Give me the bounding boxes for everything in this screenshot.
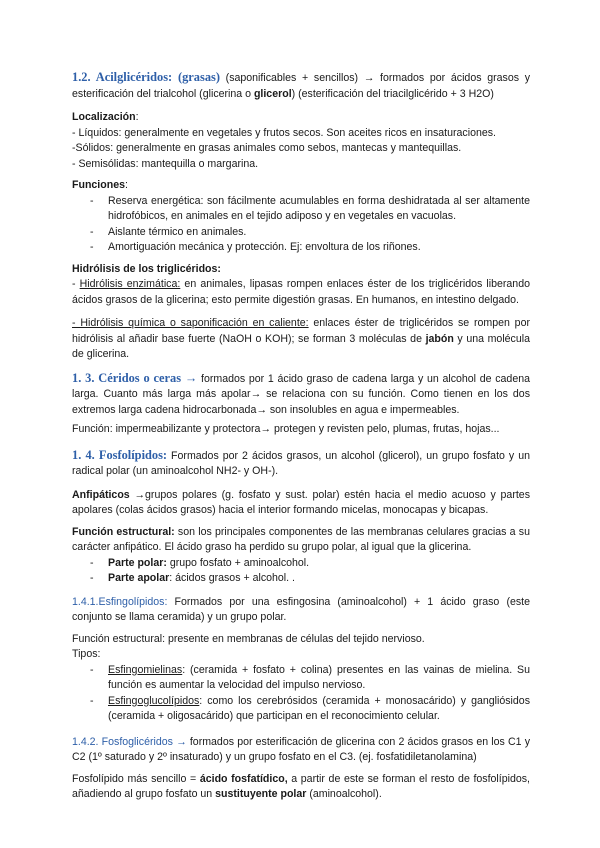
section-1-4-2-intro: 1.4.2. Fosfoglicéridos → formados por esterificación de glicerina con 2 ácidos grasos en los C1 y C2 (1º saturado y 2º insaturado) y un grupo fosfato en el C3. (ej. fosfatidiletanolamina) — [72, 735, 530, 763]
section-1-3-function: Función: impermeabilizante y protectora→ protegen y revisten pelo, plumas, frutas, hojas... — [72, 423, 500, 435]
tipos-list — [72, 663, 530, 725]
localizacion-heading: Localización: — [72, 111, 139, 123]
section-1-2-title: 1.2. Acilglicéridos: (grasas) — [72, 70, 220, 84]
partes-list — [72, 556, 530, 587]
hidrolisis-heading: Hidrólisis de los triglicéridos: — [72, 262, 221, 275]
list-item: - Amortiguación mecánica y protección. Ej: envoltura de los riñones. — [90, 240, 530, 256]
localizacion-line: - Líquidos: generalmente en vegetales y frutos secos. Son aceites ricos en insaturaciones. — [72, 126, 496, 139]
section-1-4-title: 1. 4. Fosfolípidos: — [72, 447, 168, 462]
section-1-4-1-function: Función estructural: presente en membranas de células del tejido nervioso. — [72, 632, 425, 645]
funciones-heading: Funciones: — [72, 179, 128, 191]
section-1-4-2-last: Fosfolípido más sencillo = ácido fosfatídico, a partir de este se forman el resto de fosfolípidos, añadiendo al grupo fosfato un sustituyente polar (aminoalcohol). — [72, 772, 530, 800]
section-1-4-intro: 1. 4. Fosfolípidos: Formados por 2 ácidos grasos, un alcohol (glicerol), un grupo fosfato y un radical polar (un aminoalcohol NH2- y OH-). — [72, 447, 530, 477]
list-item: - Parte polar: grupo fosfato + aminoalcohol. — [90, 556, 530, 572]
anfipaticos-paragraph: Anfipáticos →grupos polares (g. fosfato y sust. polar) estén hacia el medio acuoso y partes apolares (colas ácidos grasos) hacia el interior formando micelas, monocapas y bicapas. — [72, 488, 530, 516]
funciones-list — [72, 194, 530, 256]
localizacion-line: - Semisólidas: mantequilla o margarina. — [72, 157, 259, 170]
section-1-3-intro: 1. 3. Céridos o ceras → formados por 1 ácido graso de cadena larga y un alcohol de cadena larga. Cuanto más larga más apolar→ se relaciona con su función. Como tienen en los dos extremos larga cadena hidrocarbonada→ son insolubles en agua e impermeables. — [72, 370, 530, 416]
list-item: - Reserva energética: son fácilmente acumulables en forma deshidratada al ser altamente hidrofóbicos, en animales en el tejido adiposo y en vegetales en vacuolas. — [90, 194, 530, 225]
section-1-4-1-title: 1.4.1.Esfingolípidos: — [72, 595, 168, 608]
list-item: - Esfingoglucolípidos: como los cerebrósidos (ceramida + monosacárido) y gangliósidos (ceramida + oligosacárido) que participan en el reconocimiento celular. — [90, 694, 530, 725]
hidrolisis-enzimatica: - Hidrólisis enzimática: en animales, lipasas rompen enlaces éster de los triglicéridos liberando ácidos grasos de la glicerina; esto permite digestión grasas. En humanos, en intestino delgado. — [72, 278, 530, 306]
tipos-heading: Tipos: — [72, 648, 101, 660]
section-1-3-title: 1. 3. Céridos o ceras → — [72, 370, 198, 385]
hidrolisis-quimica: - Hidrólisis química o saponificación en caliente: enlaces éster de triglicéridos se rompen por hidrólisis al añadir base fuerte (NaOH o KOH); se forman 3 moléculas de jabón y una molécula de glicerina. — [72, 317, 530, 360]
list-item: - Esfingomielinas: (ceramida + fosfato + colina) presentes en las vainas de mielina. Su función es aumentar la velocidad del impulso nervioso. — [90, 663, 530, 694]
list-item: - Parte apolar: ácidos grasos + alcohol. . — [90, 571, 530, 587]
section-1-2-intro: 1.2. Acilglicéridos: (grasas) (saponificables + sencillos) → formados por ácidos grasos y esterificación del trialcohol (glicerina o glicerol) (esterificación del triacilglicérido + 3 H2O) — [72, 70, 530, 100]
section-1-4-2-title: 1.4.2. Fosfoglicéridos → — [72, 735, 187, 748]
localizacion-line: -Sólidos: generalmente en grasas animales como sebos, mantecas y mantequillas. — [72, 142, 462, 154]
list-item: - Aislante térmico en animales. — [90, 225, 530, 241]
funcion-estructural-paragraph: Función estructural: son los principales componentes de las membranas celulares gracias a su carácter anfipático. El ácido graso ha perdido su grupo polar, al igual que la glicerina. — [72, 525, 530, 553]
section-1-4-1-intro: 1.4.1.Esfingolípidos: Formados por una esfingosina (aminoalcohol) + 1 ácido graso (este conjunto se llama ceramida) y un grupo polar. — [72, 595, 530, 623]
